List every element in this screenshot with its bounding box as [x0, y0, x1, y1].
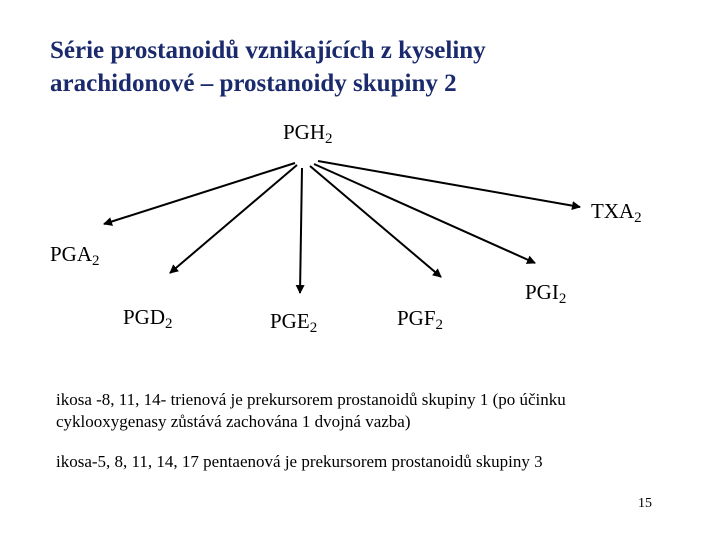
arrow-to-pgd2	[170, 165, 297, 273]
node-txa2: $TXA_2$	[591, 199, 642, 226]
node-pgd2: $PGD_2$	[123, 305, 173, 332]
slide-title-line-1: Série prostanoidů vznikajících z kyseliny	[50, 37, 486, 64]
note-group-1: ikosa -8, 11, 14- trienová je prekursorem prostanoidů skupiny 1 (po účinku cyklooxygenasy zůstává zachována 1 dvojná vazba)	[56, 390, 566, 431]
node-pga2: $PGA_2$	[50, 242, 100, 269]
arrow-to-pga2	[104, 163, 295, 224]
arrow-to-pgf2	[310, 166, 441, 277]
node-pgi2: $PGI_2$	[525, 280, 567, 307]
slide-title-line-2: arachidonové – prostanoidy skupiny 2	[50, 70, 457, 97]
node-pge2: $PGE_2$	[270, 309, 318, 336]
node-pgh2: $PGH_2$	[283, 120, 333, 147]
arrow-to-pge2	[300, 168, 302, 293]
page-number: 15	[638, 496, 652, 511]
note-group-3: ikosa-5, 8, 11, 14, 17 pentaenová je prekursorem prostanoidů skupiny 3	[56, 452, 543, 471]
node-pgf2: $PGF_2$	[397, 306, 444, 333]
